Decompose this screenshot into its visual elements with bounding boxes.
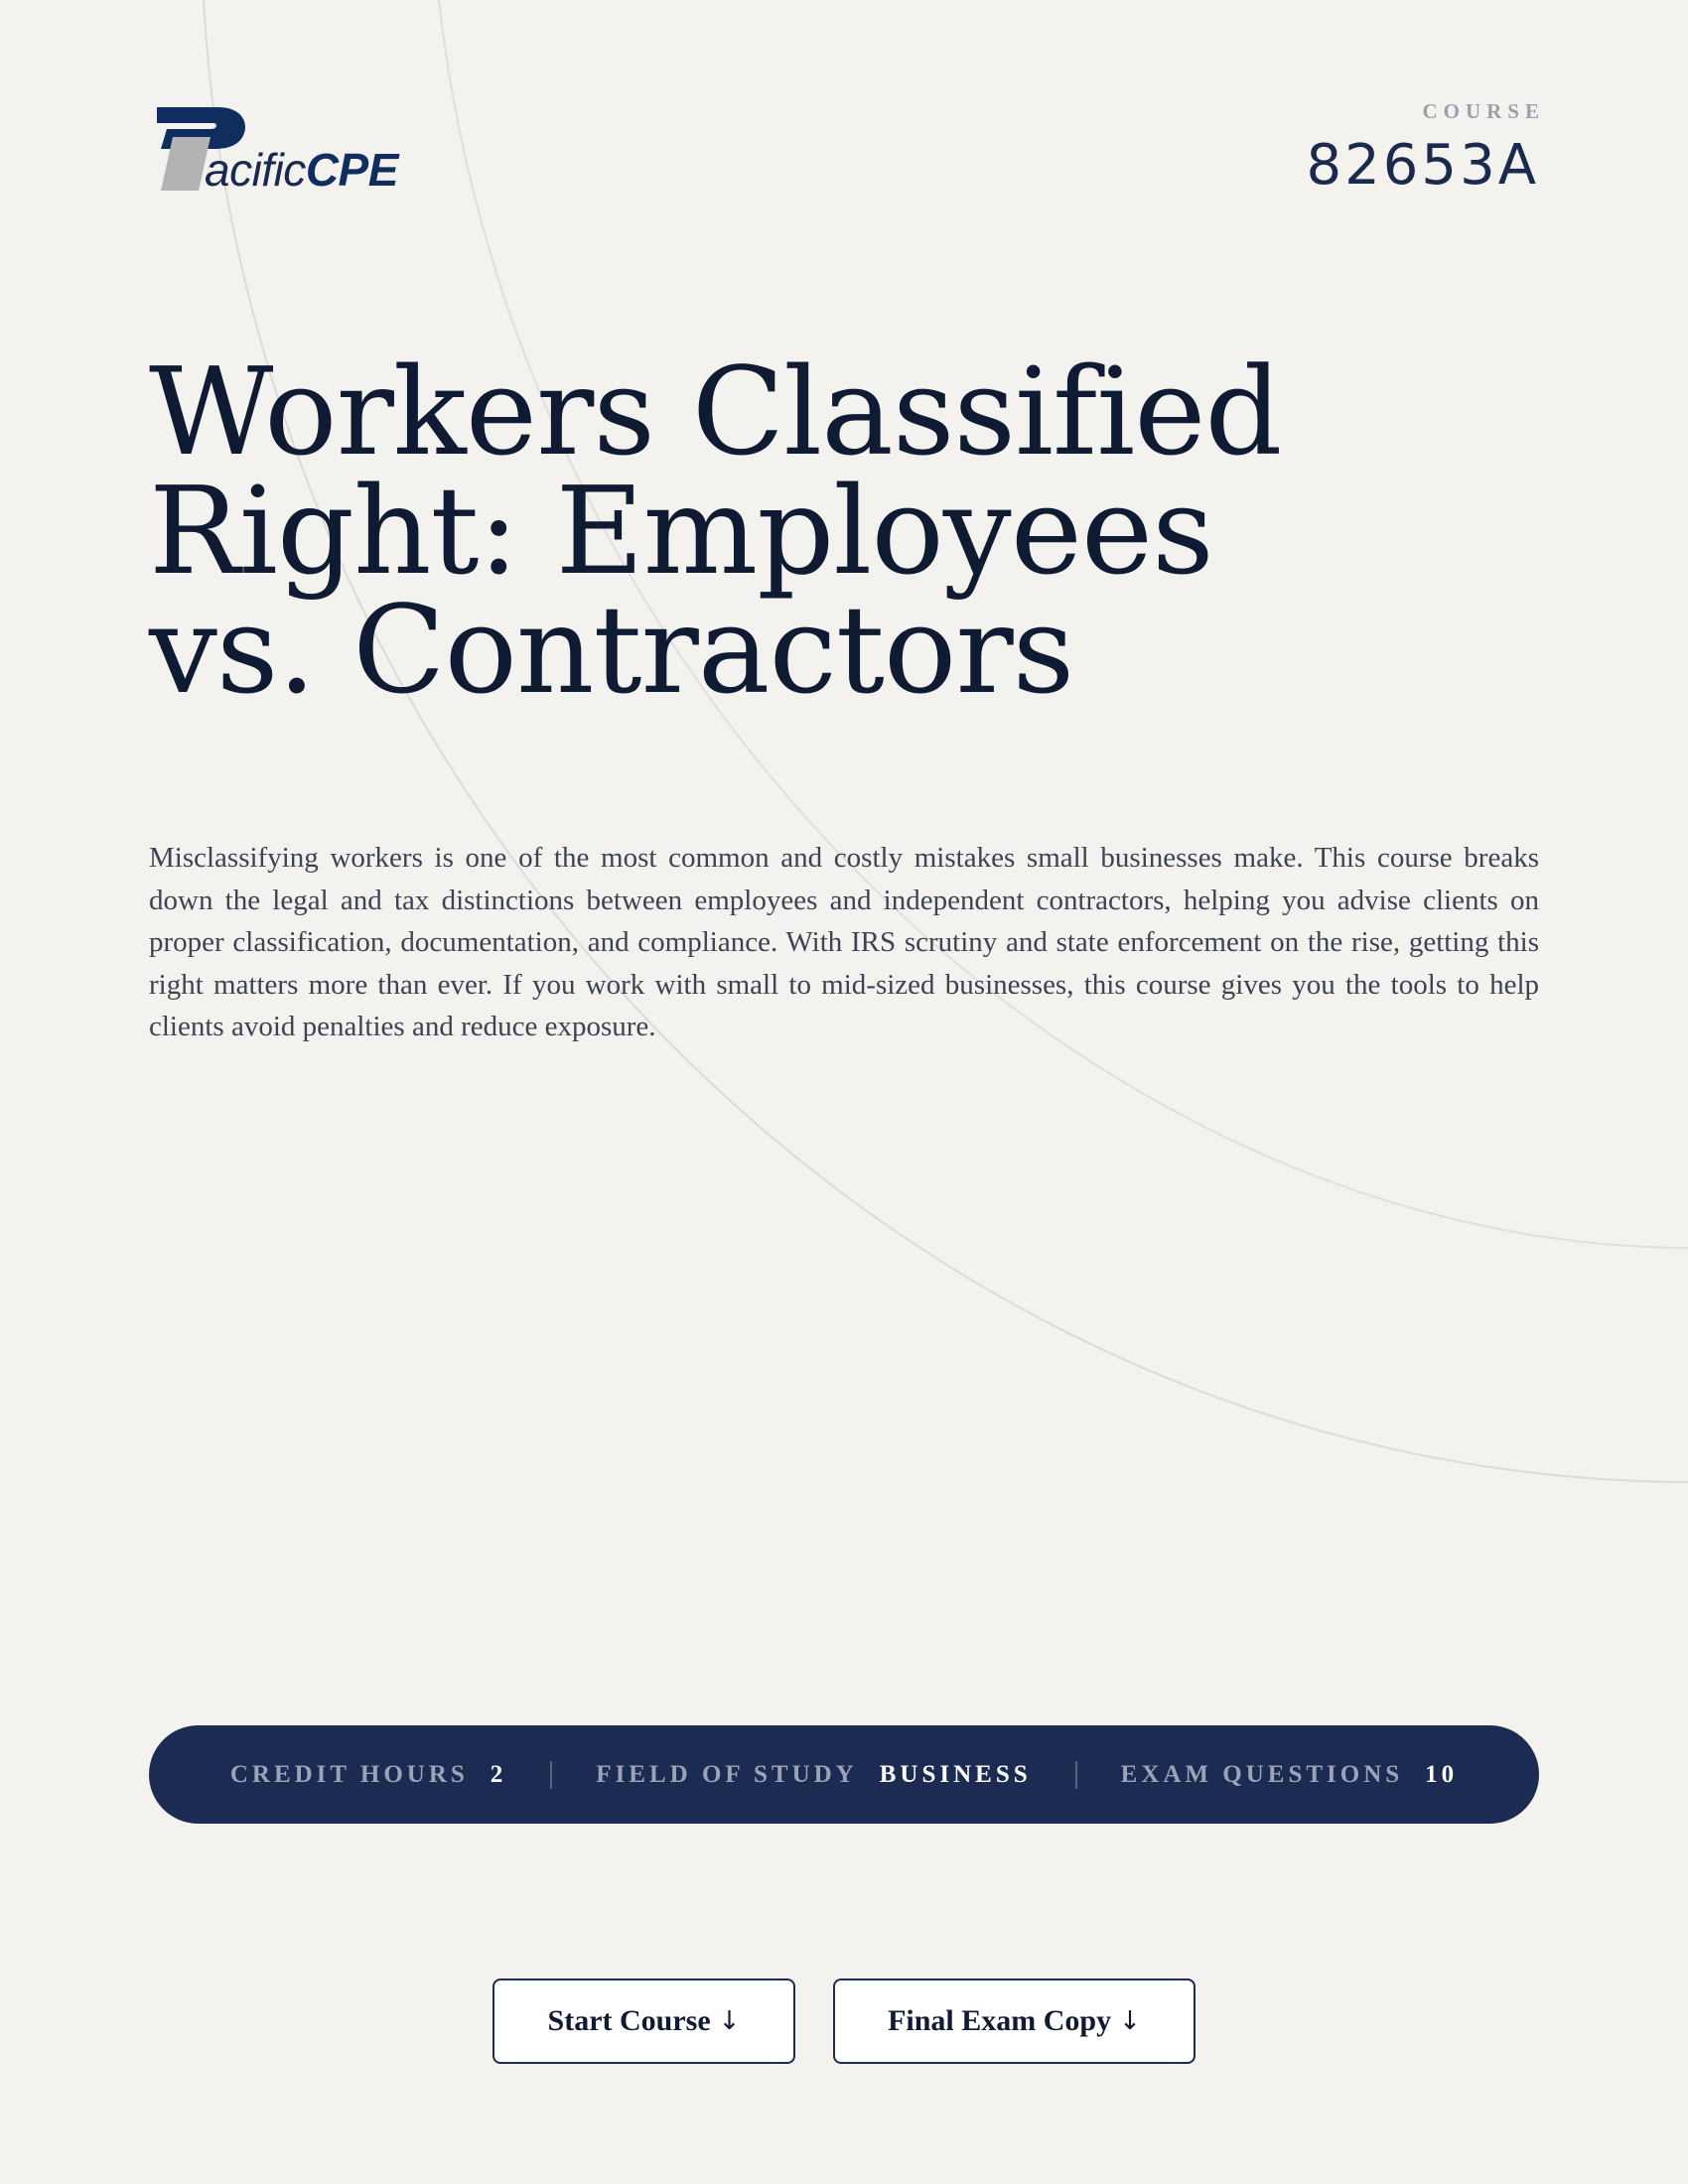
arrow-down-icon: ↓ (718, 2006, 741, 2036)
course-info-bar (149, 1725, 1539, 1824)
arrow-down-icon: ↓ (1119, 2006, 1141, 2036)
credit-hours-label: CREDIT HOURS (229, 1760, 469, 1788)
course-number: 82653A (1306, 133, 1539, 198)
course-description: Misclassifying workers is one of the most common and costly mistakes small businesses make. This course breaks down the legal and tax distinctions between employees and independent contractors, helping you advise clients on proper classification, documentation, and compliance. With IRS scrutiny and state enforcement on the rise, getting this right matters more than ever. If you work with small to mid-sized businesses, this course gives you the tools to help clients avoid penalties and reduce exposure. (149, 842, 1539, 1042)
exam-questions-label: EXAM QUESTIONS (1120, 1760, 1404, 1788)
logo-wordmark-light: acific (205, 144, 306, 196)
pacific-cpe-logo (149, 103, 407, 203)
start-course-label: Start Course (547, 2004, 711, 2037)
course-title-line-3: vs. Contractors (149, 580, 1074, 721)
logo-wordmark (205, 144, 398, 196)
field-of-study-value: BUSINESS (879, 1760, 1032, 1788)
credit-hours-value: 2 (490, 1760, 507, 1788)
logo-wordmark-bold: CPE (305, 144, 398, 196)
final-exam-copy-button[interactable] (833, 1979, 1196, 2064)
info-divider (550, 1761, 552, 1789)
info-divider (1075, 1761, 1077, 1789)
start-course-button[interactable] (492, 1979, 795, 2064)
exam-questions (1121, 1761, 1459, 1789)
course-id-block (1306, 99, 1545, 198)
field-of-study (596, 1761, 1031, 1789)
final-exam-copy-label: Final Exam Copy (888, 2004, 1112, 2037)
course-title-line-1: Workers Classified (149, 341, 1282, 482)
field-of-study-label: FIELD OF STUDY (596, 1760, 858, 1788)
exam-questions-value: 10 (1425, 1760, 1459, 1788)
course-title-line-2: Right: Employees (149, 461, 1213, 602)
course-title (149, 341, 1440, 721)
course-label: COURSE (1422, 99, 1545, 123)
credit-hours (230, 1761, 506, 1789)
